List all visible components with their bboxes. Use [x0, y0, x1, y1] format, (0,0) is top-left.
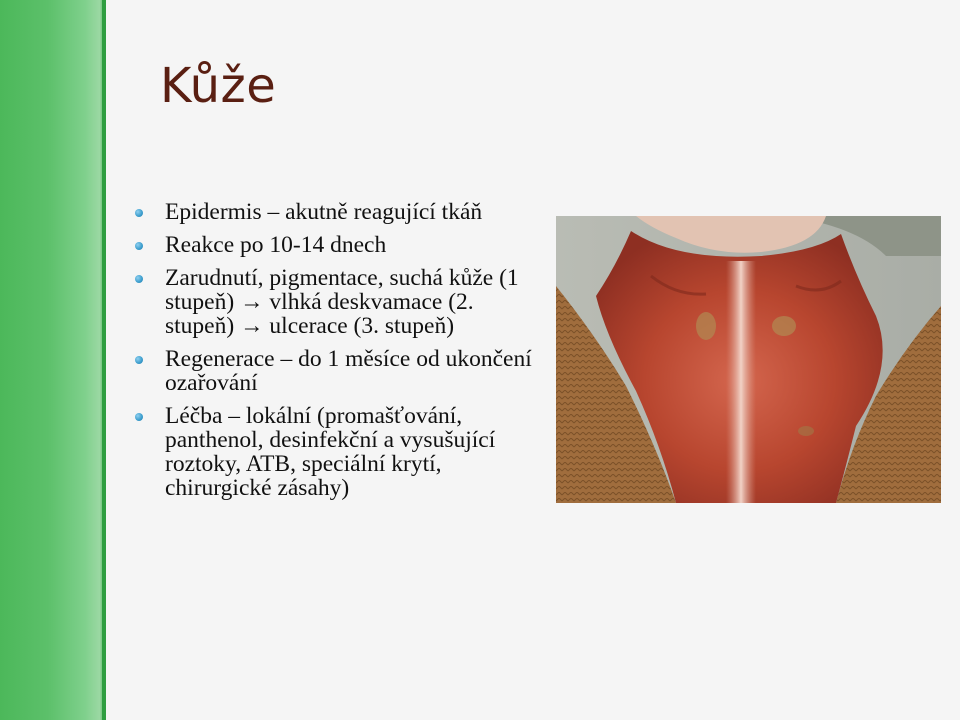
- bullet-icon: [135, 242, 143, 250]
- bullet-icon: [135, 356, 143, 364]
- slide-title: Kůže: [160, 58, 277, 114]
- bullet-item: [135, 266, 545, 338]
- neck-skin-photo: [556, 216, 941, 503]
- side-decoration-band: [0, 0, 106, 720]
- bullet-text: Léčba – lokální (promašťování, panthenol, desinfekční a vysušující roztoky, ATB, speciální krytí, chirurgické zásahy): [165, 403, 496, 501]
- bullet-item: [135, 347, 545, 395]
- bullet-icon: [135, 209, 143, 217]
- bullet-list: [135, 200, 545, 509]
- bullet-item: [135, 404, 545, 500]
- bullet-item: [135, 233, 545, 257]
- bullet-item: [135, 200, 545, 224]
- bullet-text: Regenerace – do 1 měsíce od ukončení ozařování: [165, 346, 532, 396]
- bullet-text: Reakce po 10-14 dnech: [165, 232, 387, 258]
- bullet-icon: [135, 275, 143, 283]
- bullet-icon: [135, 413, 143, 421]
- bullet-text: Zarudnutí, pigmentace, suchá kůže (1 stupeň) → vlhká deskvamace (2. stupeň) → ulcerace (3. stupeň): [165, 265, 519, 339]
- bullet-text: Epidermis – akutně reagující tkáň: [165, 199, 483, 225]
